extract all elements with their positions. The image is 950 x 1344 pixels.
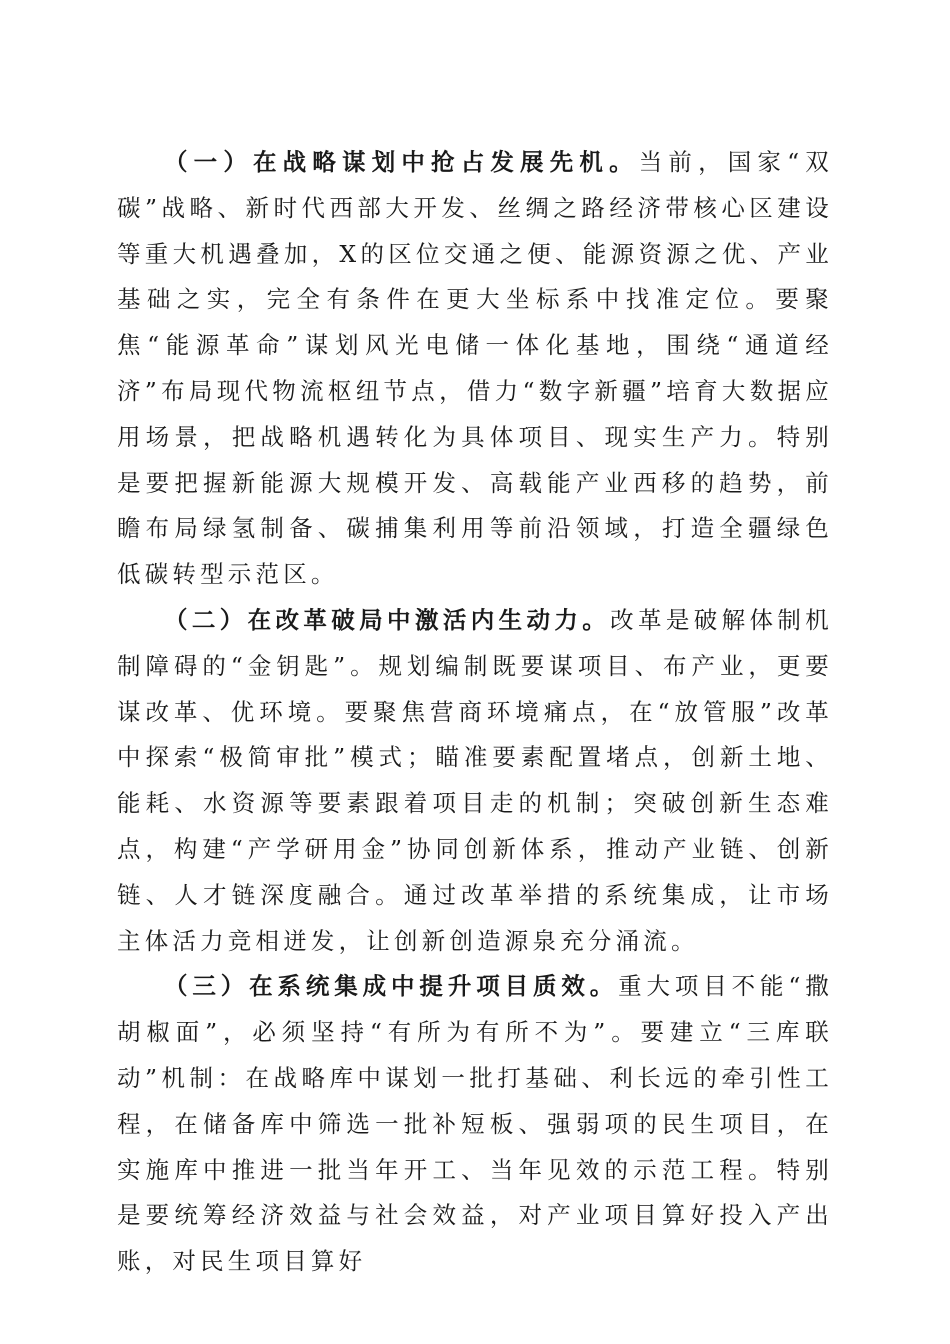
paragraph-heading: （一）在战略谋划中抢占发展先机。 [164,148,639,176]
document-body [117,140,833,1285]
paragraph-reform [117,598,833,964]
paragraph-text: 改革是破解体制机制障碍的“金钥匙”。规划编制既要谋项目、布产业，更要谋改革、优环境。要聚焦营商环境痛点，在“放管服”改革中探索“极简审批”模式；瞄准要素配置堵点，创新土地、能耗、水资源等要素跟着项目走的机制；突破创新生态难点，构建“产学研用金”协同创新体系，推动产业链、创新链、人才链深度融合。通过改革举措的系统集成，让市场主体活力竞相迸发，让创新创造源泉充分涌流。 [117,605,833,955]
paragraph-strategy [117,140,833,598]
paragraph-text: 重大项目不能“撒胡椒面”，必须坚持“有所为有所不为”。要建立“三库联动”机制：在战略库中谋划一批打基础、利长远的牵引性工程，在储备库中筛选一批补短板、强弱项的民生项目，在实施库中推进一批当年开工、当年见效的示范工程。特别是要统筹经济效益与社会效益，对产业项目算好投入产出账，对民生项目算好 [117,972,833,1276]
paragraph-text: 当前，国家“双碳”战略、新时代西部大开发、丝绸之路经济带核心区建设等重大机遇叠加，X的区位交通之便、能源资源之优、产业基础之实，完全有条件在更大坐标系中找准定位。要聚焦“能源革命”谋划风光电储一体化基地，围绕“通道经济”布局现代物流枢纽节点，借力“数字新疆”培育大数据应用场景，把战略机遇转化为具体项目、现实生产力。特别是要把握新能源大规模开发、高载能产业西移的趋势，前瞻布局绿氢制备、碳捕集利用等前沿领域，打造全疆绿色低碳转型示范区。 [117,148,833,589]
paragraph-heading: （三）在系统集成中提升项目质效。 [164,972,619,1001]
paragraph-heading: （二）在改革破局中激活内生动力。 [164,605,611,634]
paragraph-projects [117,964,833,1285]
